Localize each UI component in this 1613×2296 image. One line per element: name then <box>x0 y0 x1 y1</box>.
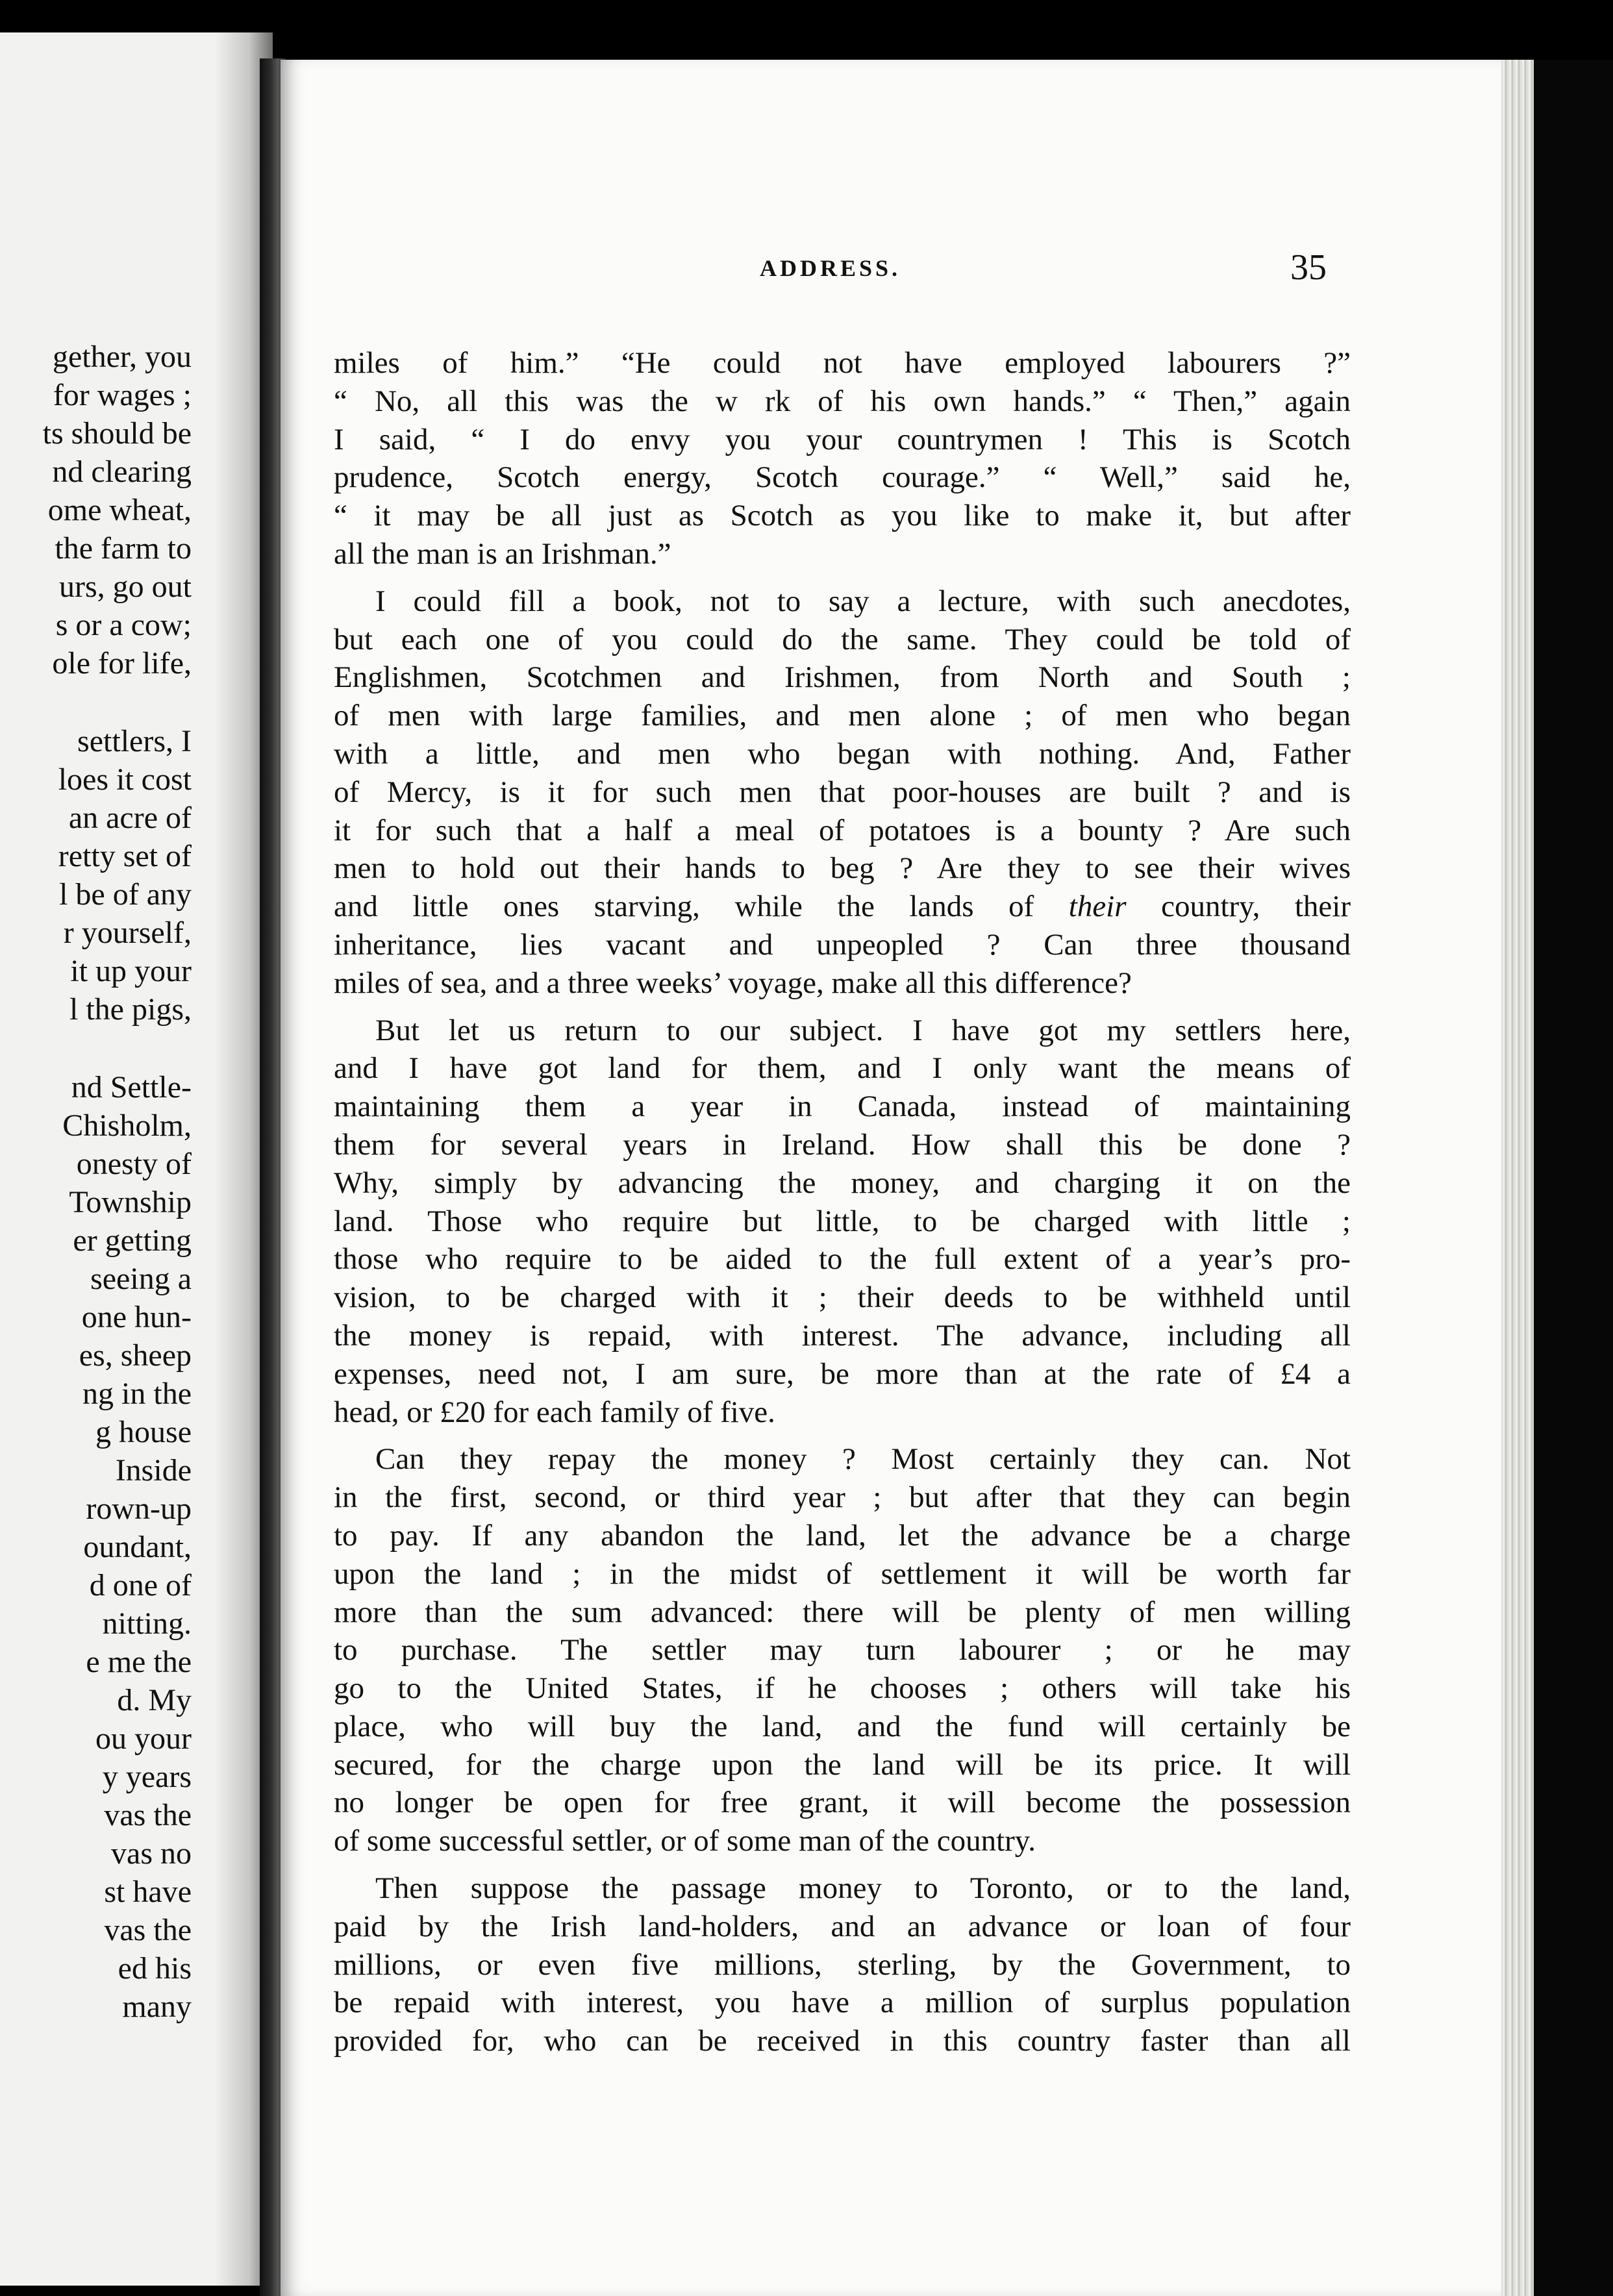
text-line: but each one of you could do the same. They could be told of <box>334 622 1351 656</box>
left-line: for wages ; <box>53 378 192 412</box>
left-line: the farm to <box>55 531 192 566</box>
text-line: no longer be open for free grant, it will become the possession <box>334 1786 1351 1820</box>
text-line: with a little, and men who began with nothing. And, Father <box>334 736 1351 771</box>
text-line: secured, for the charge upon the land will be its price. It will <box>334 1747 1351 1782</box>
text-line: be repaid with interest, you have a million of surplus population <box>334 1986 1351 2020</box>
text-line: of men with large families, and men alone ; of men who began <box>334 699 1351 733</box>
text-line: place, who will buy the land, and the fund will certainly be <box>334 1709 1351 1743</box>
left-line: vas no <box>111 1836 192 1871</box>
text-line: Englishmen, Scotchmen and Irishmen, from North and South ; <box>334 660 1351 695</box>
scan-background <box>1534 60 1613 2296</box>
left-line: s or a cow; <box>55 608 192 642</box>
text-line: men to hold out their hands to beg ? Are they to see their wives <box>334 851 1351 886</box>
text-line: Can they repay the money ? Most certainly they can. Not <box>375 1442 1351 1477</box>
text-line-with-italic <box>334 888 1351 926</box>
left-page-text <box>0 338 192 2026</box>
left-line: d. My <box>117 1683 192 1717</box>
text-line: I said, “ I do envy you your countrymen ! This is Scotch <box>334 422 1351 456</box>
left-line: st have <box>104 1875 192 1909</box>
text-line: the money is repaid, with interest. The advance, including all <box>334 1318 1351 1353</box>
text-line: it for such that a half a meal of potatoes is a bounty ? Are such <box>334 813 1351 847</box>
left-line: ou your <box>95 1721 192 1756</box>
left-facing-page <box>0 32 273 2286</box>
left-line: er getting <box>73 1223 192 1258</box>
left-paragraph-gap <box>0 682 192 722</box>
text-line: to purchase. The settler may turn labourer ; or he may <box>334 1633 1351 1667</box>
text-line: But let us return to our subject. I have got my settlers here, <box>375 1013 1351 1047</box>
italic-word: their <box>1068 890 1127 924</box>
text-line: Then suppose the passage money to Toronto, or to the land, <box>375 1871 1351 1906</box>
left-line: nd Settle- <box>71 1070 192 1104</box>
left-line: settlers, I <box>77 724 192 758</box>
left-line: es, sheep <box>79 1338 192 1373</box>
text-line: I could fill a book, not to say a lecture, with such anecdotes, <box>375 584 1351 618</box>
text-line: vision, to be charged with it ; their deeds to be withheld until <box>334 1280 1351 1315</box>
text-line: inheritance, lies vacant and unpeopled ? Can three thousand <box>334 927 1351 962</box>
paragraph-gap <box>334 1860 1351 1869</box>
left-line: nitting. <box>102 1606 192 1641</box>
page-number: 35 <box>1290 247 1327 288</box>
left-line: Inside <box>115 1453 192 1488</box>
text-line: them for several years in Ireland. How shall this be done ? <box>334 1127 1351 1162</box>
left-line: gether, you <box>52 340 192 374</box>
left-line: e me the <box>86 1645 192 1679</box>
left-line: an acre of <box>68 801 192 835</box>
left-line: loes it cost <box>58 762 192 797</box>
body-text <box>334 344 1351 2060</box>
text-line: maintaining them a year in Canada, instead of maintaining <box>334 1090 1351 1124</box>
left-line: rown-up <box>86 1491 192 1526</box>
left-line: it up your <box>70 954 192 988</box>
text-line: provided for, who can be received in this country faster than all <box>334 2024 1351 2058</box>
running-head: ADDRESS. <box>760 255 901 281</box>
text-line: land. Those who require but little, to be charged with little ; <box>334 1204 1351 1238</box>
left-line: oundant, <box>83 1530 192 1564</box>
left-line: Township <box>69 1185 192 1219</box>
text-line: to pay. If any abandon the land, let the advance be a charge <box>334 1518 1351 1553</box>
left-line: l the pigs, <box>69 992 192 1027</box>
text-line: those who require to be aided to the full extent of a year’s pro- <box>334 1242 1351 1277</box>
left-line: ole for life, <box>52 646 192 680</box>
left-line: r yourself, <box>63 916 192 950</box>
left-line: ed his <box>118 1951 192 1986</box>
text-line: expenses, need not, I am sure, be more than at the rate of £4 a <box>334 1356 1351 1391</box>
text-fragment: country, their <box>1161 890 1351 924</box>
text-line: of Mercy, is it for such men that poor-houses are built ? and is <box>334 775 1351 809</box>
paragraph-gap <box>334 573 1351 582</box>
text-line: and I have got land for them, and I only want the means of <box>334 1051 1351 1086</box>
text-line: head, or £20 for each family of five. <box>334 1395 775 1429</box>
left-line: onesty of <box>76 1147 192 1181</box>
text-line: of some successful settler, or of some man of the country. <box>334 1824 1036 1858</box>
left-line: many <box>122 1990 192 2024</box>
text-line: go to the United States, if he chooses ; others will take his <box>334 1671 1351 1706</box>
left-paragraph-gap <box>0 1029 192 1068</box>
text-line: miles of him.” “He could not have employed labourers ?” <box>334 346 1351 380</box>
text-line: in the first, second, or third year ; but after that they can begin <box>334 1480 1351 1515</box>
text-line: miles of sea, and a three weeks’ voyage, make all this difference? <box>334 966 1132 1000</box>
text-line: prudence, Scotch energy, Scotch courage.” “ Well,” said he, <box>334 460 1351 495</box>
left-line: urs, go out <box>59 569 192 604</box>
text-line: upon the land ; in the midst of settlement it will be worth far <box>334 1556 1351 1591</box>
text-line: paid by the Irish land-holders, and an advance or loan of four <box>334 1909 1351 1943</box>
left-line: d one of <box>89 1568 192 1603</box>
paragraph-gap <box>334 1431 1351 1440</box>
paragraph-gap <box>334 1003 1351 1012</box>
left-line: Chisholm, <box>62 1108 192 1143</box>
left-line: ome wheat, <box>47 493 192 527</box>
left-line: nd clearing <box>52 455 192 489</box>
page-edge <box>1501 60 1534 2296</box>
text-line: “ it may be all just as Scotch as you like to make it, but after <box>334 499 1351 533</box>
left-line: l be of any <box>59 877 192 912</box>
text-line: “ No, all this was the w rk of his own hands.” “ Then,” again <box>334 384 1351 418</box>
text-line: more than the sum advanced: there will be plenty of men willing <box>334 1595 1351 1629</box>
text-line: millions, or even five millions, sterling, by the Government, to <box>334 1947 1351 1982</box>
left-line: one hun- <box>81 1300 192 1334</box>
text-line: all the man is an Irishman.” <box>334 536 671 571</box>
text-line: Why, simply by advancing the money, and charging it on the <box>334 1166 1351 1200</box>
left-line: vas the <box>104 1913 192 1947</box>
left-line: retty set of <box>58 839 192 873</box>
left-line: g house <box>95 1415 192 1449</box>
text-fragment: and little ones starving, while the lands of <box>334 890 1034 924</box>
left-line: seeing a <box>90 1262 192 1296</box>
left-line: ts should be <box>42 416 192 451</box>
left-line: vas the <box>104 1798 192 1832</box>
left-line: ng in the <box>82 1377 192 1411</box>
left-line: y years <box>102 1760 192 1794</box>
